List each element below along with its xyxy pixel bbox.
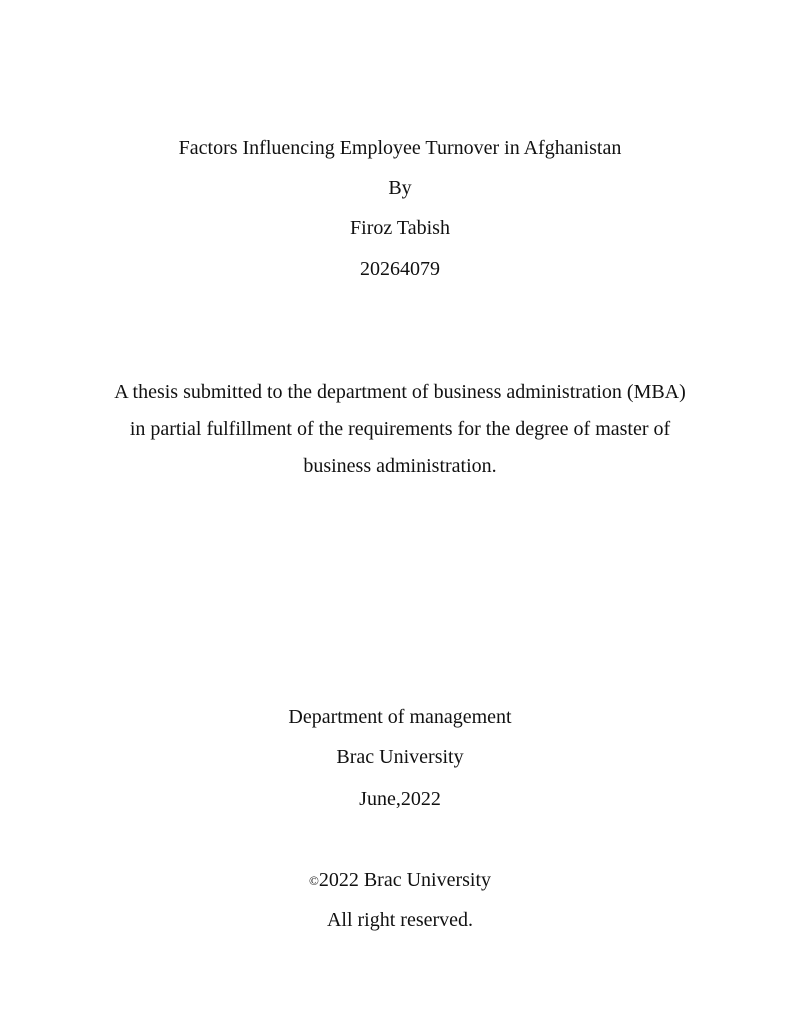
copyright-text: 2022 Brac University [318,869,492,891]
department-name: Department of management [288,706,512,728]
submission-date: June,2022 [359,788,441,810]
by-label: By [388,177,412,199]
copyright-symbol: © [308,873,319,888]
thesis-statement-line-1: A thesis submitted to the department of business administration (MBA) [114,381,686,403]
copyright-line [0,868,800,893]
rights-reserved: All right reserved. [326,909,474,931]
university-name: Brac University [336,746,464,768]
thesis-statement-line-3: business administration. [303,455,497,477]
thesis-statement-line-2: in partial fulfillment of the requirements for the degree of master of [129,418,671,440]
author-name: Firoz Tabish [350,217,450,239]
thesis-title: Factors Influencing Employee Turnover in Afghanistan [178,137,622,159]
student-id: 20264079 [360,258,440,280]
